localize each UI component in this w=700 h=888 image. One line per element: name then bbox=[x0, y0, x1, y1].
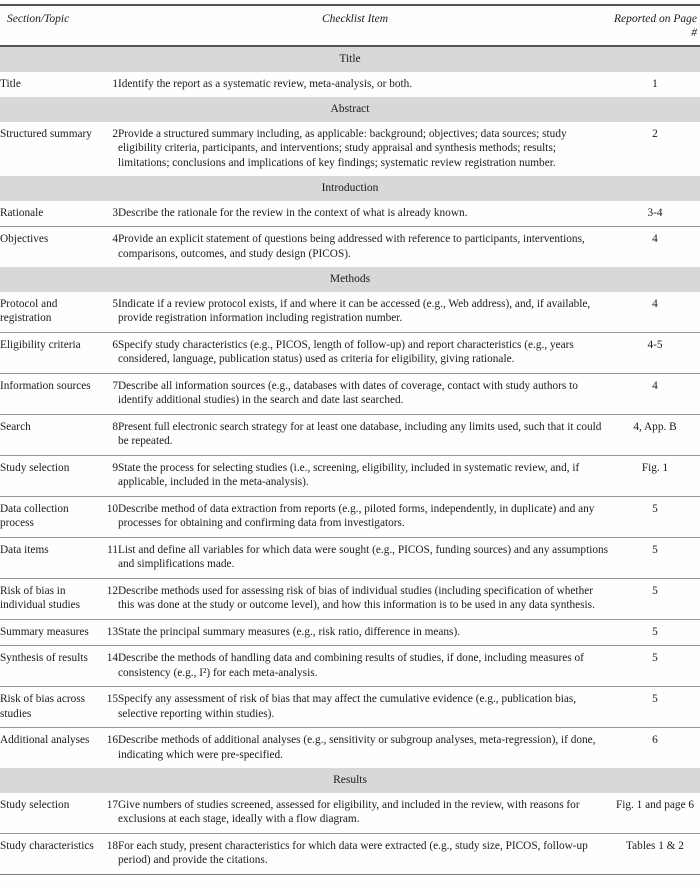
header-reported-on-page: Reported on Page # bbox=[610, 5, 700, 46]
row-reported-page: 4-5 bbox=[610, 332, 700, 373]
section-band bbox=[0, 97, 700, 122]
row-topic: Structured summary bbox=[0, 127, 92, 140]
row-reported-page: 5 bbox=[610, 646, 700, 687]
row-reported-page: 5 bbox=[610, 578, 700, 619]
row-reported-page: 2 bbox=[652, 127, 658, 140]
section-band bbox=[0, 267, 700, 292]
table-row bbox=[0, 72, 700, 98]
row-reported-page: 5 bbox=[610, 537, 700, 578]
table-row bbox=[0, 646, 700, 687]
prisma-checklist-table bbox=[0, 4, 700, 875]
table-row bbox=[0, 578, 700, 619]
row-topic: Objectives bbox=[0, 227, 100, 268]
section-band-label: Abstract bbox=[0, 97, 700, 122]
row-checklist-item: For each study, present characteristics for which data were extracted (e.g., study size, PICOS, follow-up period) and provide the citations. bbox=[118, 833, 610, 874]
table-row bbox=[0, 414, 700, 455]
row-reported-page: 1 bbox=[652, 77, 658, 90]
row-checklist-item: State the principal summary measures (e.g., risk ratio, difference in means). bbox=[118, 619, 610, 646]
row-topic: Risk of bias across studies bbox=[0, 687, 100, 728]
row-topic: Summary measures bbox=[0, 619, 100, 646]
row-checklist-item: Present full electronic search strategy for at least one database, including any limits used, such that it could be repeated. bbox=[118, 414, 610, 455]
row-number: 11 bbox=[100, 537, 118, 578]
row-number: 12 bbox=[100, 578, 118, 619]
row-number: 5 bbox=[112, 297, 118, 310]
section-band-label: Introduction bbox=[0, 176, 700, 201]
row-number: 4 bbox=[100, 227, 118, 268]
table-row bbox=[0, 332, 700, 373]
row-reported-page: 5 bbox=[610, 496, 700, 537]
row-number: 1 bbox=[112, 77, 118, 90]
table-row bbox=[0, 122, 700, 177]
row-reported-page: 6 bbox=[610, 728, 700, 769]
row-checklist-item: Provide a structured summary including, as applicable: background; objectives; data sources; study eligibility criteria, participants, and interventions; study appraisal and synthesis methods; results; limitations; conclusions and implications of key findings; systematic review registration number. bbox=[118, 127, 567, 169]
row-checklist-item: Indicate if a review protocol exists, if and where it can be accessed (e.g., Web address), and, if available, provide registration information including registration number. bbox=[118, 297, 591, 324]
section-band-label: Methods bbox=[0, 267, 700, 292]
row-topic: Study selection bbox=[0, 798, 70, 811]
row-checklist-item: Give numbers of studies screened, assessed for eligibility, and included in the review, with reasons for exclusions at each stage, ideally with a flow diagram. bbox=[118, 798, 580, 825]
row-number: 2 bbox=[112, 127, 118, 140]
table-body bbox=[0, 46, 700, 874]
table-row bbox=[0, 455, 700, 496]
row-number: 17 bbox=[106, 798, 118, 811]
row-topic: Protocol and registration bbox=[0, 297, 58, 324]
table-row bbox=[0, 619, 700, 646]
row-reported-page: 4, App. B bbox=[610, 414, 700, 455]
row-number: 6 bbox=[100, 332, 118, 373]
row-topic: Information sources bbox=[0, 373, 100, 414]
row-reported-page: Tables 1 & 2 bbox=[610, 833, 700, 874]
row-checklist-item: List and define all variables for which data were sought (e.g., PICOS, funding sources) and any assumptions and simplifications made. bbox=[118, 537, 610, 578]
row-topic: Search bbox=[0, 414, 100, 455]
table-row bbox=[0, 687, 700, 728]
table-row bbox=[0, 373, 700, 414]
row-topic: Additional analyses bbox=[0, 728, 100, 769]
row-checklist-item: Describe the methods of handling data and combining results of studies, if done, including measures of consistency (e.g., I²) for each meta-analysis. bbox=[118, 646, 610, 687]
row-topic: Study characteristics bbox=[0, 833, 100, 874]
table-row bbox=[0, 833, 700, 874]
section-band-label: Results bbox=[0, 768, 700, 793]
table-row bbox=[0, 496, 700, 537]
row-number: 3 bbox=[112, 206, 118, 219]
row-topic: Data items bbox=[0, 537, 100, 578]
table-header bbox=[0, 5, 700, 46]
row-number: 16 bbox=[100, 728, 118, 769]
section-band-label: Title bbox=[0, 46, 700, 72]
section-band bbox=[0, 176, 700, 201]
row-checklist-item: Describe the rationale for the review in the context of what is already known. bbox=[118, 206, 468, 219]
row-topic: Study selection bbox=[0, 455, 100, 496]
row-number: 18 bbox=[100, 833, 118, 874]
header-checklist-item: Checklist Item bbox=[100, 5, 610, 46]
row-checklist-item: Specify study characteristics (e.g., PICOS, length of follow-up) and report characteristics (e.g., years considered, language, publication status) used as criteria for eligibility, giving rationale. bbox=[118, 332, 610, 373]
row-checklist-item: Describe methods of additional analyses (e.g., sensitivity or subgroup analyses, meta-regression), if done, indicating which were pre-specified. bbox=[118, 728, 610, 769]
row-topic: Title bbox=[0, 77, 21, 90]
row-reported-page: 4 bbox=[652, 297, 658, 310]
table-row bbox=[0, 292, 700, 333]
table-row bbox=[0, 537, 700, 578]
table-row bbox=[0, 728, 700, 769]
table-row bbox=[0, 793, 700, 834]
row-number: 8 bbox=[100, 414, 118, 455]
row-topic: Data collection process bbox=[0, 496, 100, 537]
row-checklist-item: State the process for selecting studies (i.e., screening, eligibility, included in systematic review, and, if applicable, included in the meta-analysis). bbox=[118, 455, 610, 496]
row-number: 10 bbox=[100, 496, 118, 537]
row-topic: Synthesis of results bbox=[0, 646, 100, 687]
row-number: 7 bbox=[100, 373, 118, 414]
table-row bbox=[0, 201, 700, 227]
row-checklist-item: Specify any assessment of risk of bias that may affect the cumulative evidence (e.g., publication bias, selective reporting within studies). bbox=[118, 687, 610, 728]
row-reported-page: 5 bbox=[610, 687, 700, 728]
row-reported-page: 3-4 bbox=[647, 206, 663, 219]
row-reported-page: 4 bbox=[610, 227, 700, 268]
row-checklist-item: Describe all information sources (e.g., databases with dates of coverage, contact with study authors to identify additional studies) in the search and date last searched. bbox=[118, 373, 610, 414]
row-number: 14 bbox=[100, 646, 118, 687]
row-checklist-item: Describe method of data extraction from reports (e.g., piloted forms, independently, in duplicate) and any processes for obtaining and confirming data from investigators. bbox=[118, 496, 610, 537]
section-band bbox=[0, 46, 700, 72]
row-number: 15 bbox=[100, 687, 118, 728]
row-number: 13 bbox=[100, 619, 118, 646]
row-checklist-item: Identify the report as a systematic review, meta-analysis, or both. bbox=[118, 77, 413, 90]
row-topic: Risk of bias in individual studies bbox=[0, 578, 100, 619]
table-row bbox=[0, 227, 700, 268]
row-reported-page: Fig. 1 and page 6 bbox=[615, 798, 695, 811]
section-band bbox=[0, 768, 700, 793]
header-row bbox=[0, 5, 700, 46]
row-topic: Rationale bbox=[0, 206, 44, 219]
row-reported-page: 4 bbox=[610, 373, 700, 414]
header-section-topic: Section/Topic bbox=[0, 5, 100, 46]
row-checklist-item: Describe methods used for assessing risk of bias of individual studies (including specification of whether this was done at the study or outcome level), and how this information is to be used in any data synthesis. bbox=[118, 578, 610, 619]
row-topic: Eligibility criteria bbox=[0, 332, 100, 373]
row-checklist-item: Provide an explicit statement of questions being addressed with reference to participants, interventions, comparisons, outcomes, and study design (PICOS). bbox=[118, 227, 610, 268]
row-number: 9 bbox=[100, 455, 118, 496]
row-reported-page: 5 bbox=[610, 619, 700, 646]
row-reported-page: Fig. 1 bbox=[610, 455, 700, 496]
